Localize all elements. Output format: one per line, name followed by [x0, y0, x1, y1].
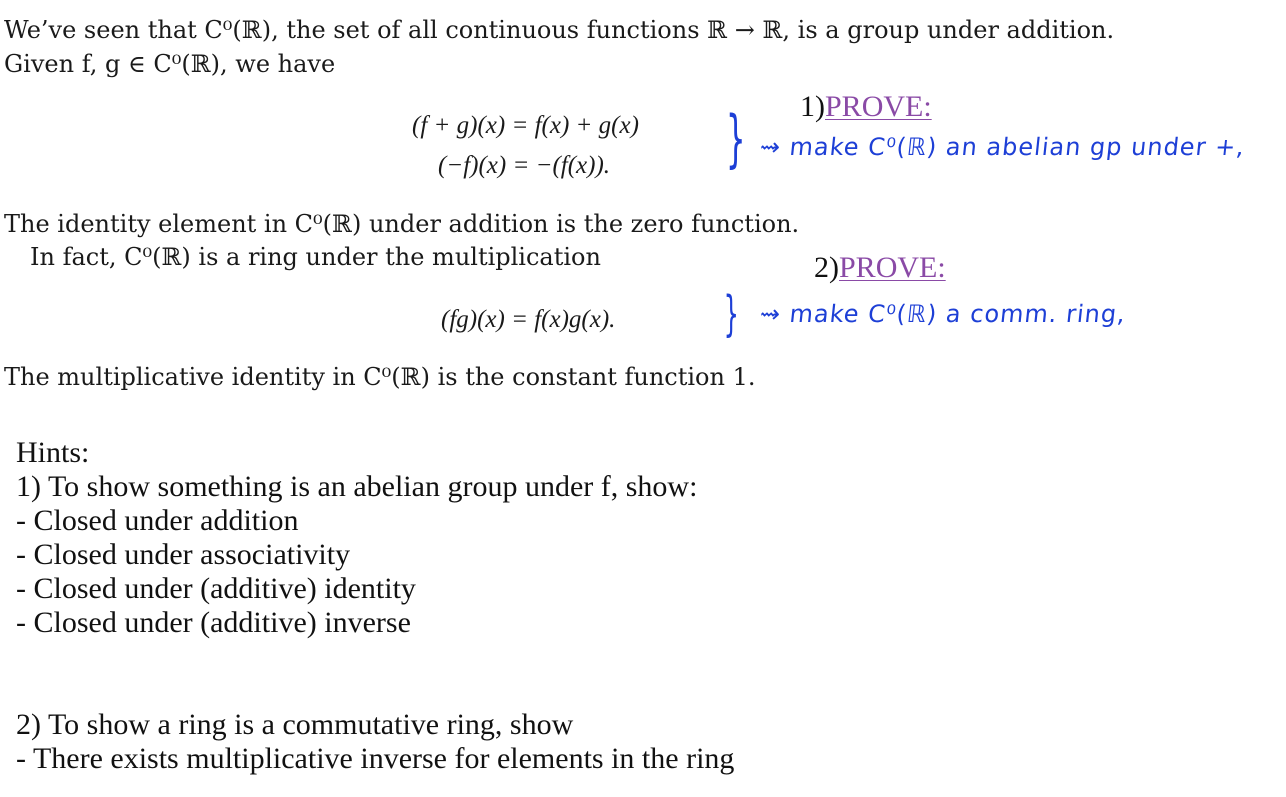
equation-product: (fg)(x) = f(x)g(x). — [441, 306, 616, 333]
hints-heading: Hints: — [16, 436, 90, 469]
handwritten-note-1: ⇝ make C⁰(ℝ) an abelian gp under +, — [758, 133, 1247, 161]
prove-link-1[interactable]: PROVE: — [825, 90, 932, 123]
prove-link-2[interactable]: PROVE: — [839, 251, 946, 284]
identity-line: The identity element in C⁰(ℝ) under addition is the zero function. — [4, 210, 800, 238]
prove-annotation-1 — [800, 90, 932, 124]
prove-number: 2) — [814, 251, 839, 284]
prove-number: 1) — [800, 90, 825, 123]
equation-negation: (−f)(x) = −(f(x)). — [438, 152, 611, 179]
ring-line: In fact, C⁰(ℝ) is a ring under the multiplication — [30, 243, 601, 271]
hint-item: - Closed under (additive) inverse — [16, 606, 411, 639]
brace-icon: } — [725, 102, 746, 175]
intro-line-1: We’ve seen that C⁰(ℝ), the set of all continuous functions ℝ → ℝ, is a group under addition. — [4, 16, 1115, 44]
hints-part2-title: 2) To show a ring is a commutative ring, show — [16, 708, 574, 741]
intro-line-2: Given f, g ∈ C⁰(ℝ), we have — [4, 50, 336, 78]
hints-part1-title: 1) To show something is an abelian group under f, show: — [16, 470, 698, 503]
multiplicative-identity-line: The multiplicative identity in C⁰(ℝ) is the constant function 1. — [4, 363, 756, 391]
handwritten-note-2: ⇝ make C⁰(ℝ) a comm. ring, — [758, 300, 1128, 328]
brace-icon: } — [723, 286, 739, 342]
hint-item: - There exists multiplicative inverse for elements in the ring — [16, 742, 735, 775]
hint-item: - Closed under addition — [16, 504, 299, 537]
equation-sum: (f + g)(x) = f(x) + g(x) — [412, 112, 639, 139]
hint-item: - Closed under (additive) identity — [16, 572, 416, 605]
hint-item: - Closed under associativity — [16, 538, 351, 571]
prove-annotation-2 — [814, 251, 946, 285]
